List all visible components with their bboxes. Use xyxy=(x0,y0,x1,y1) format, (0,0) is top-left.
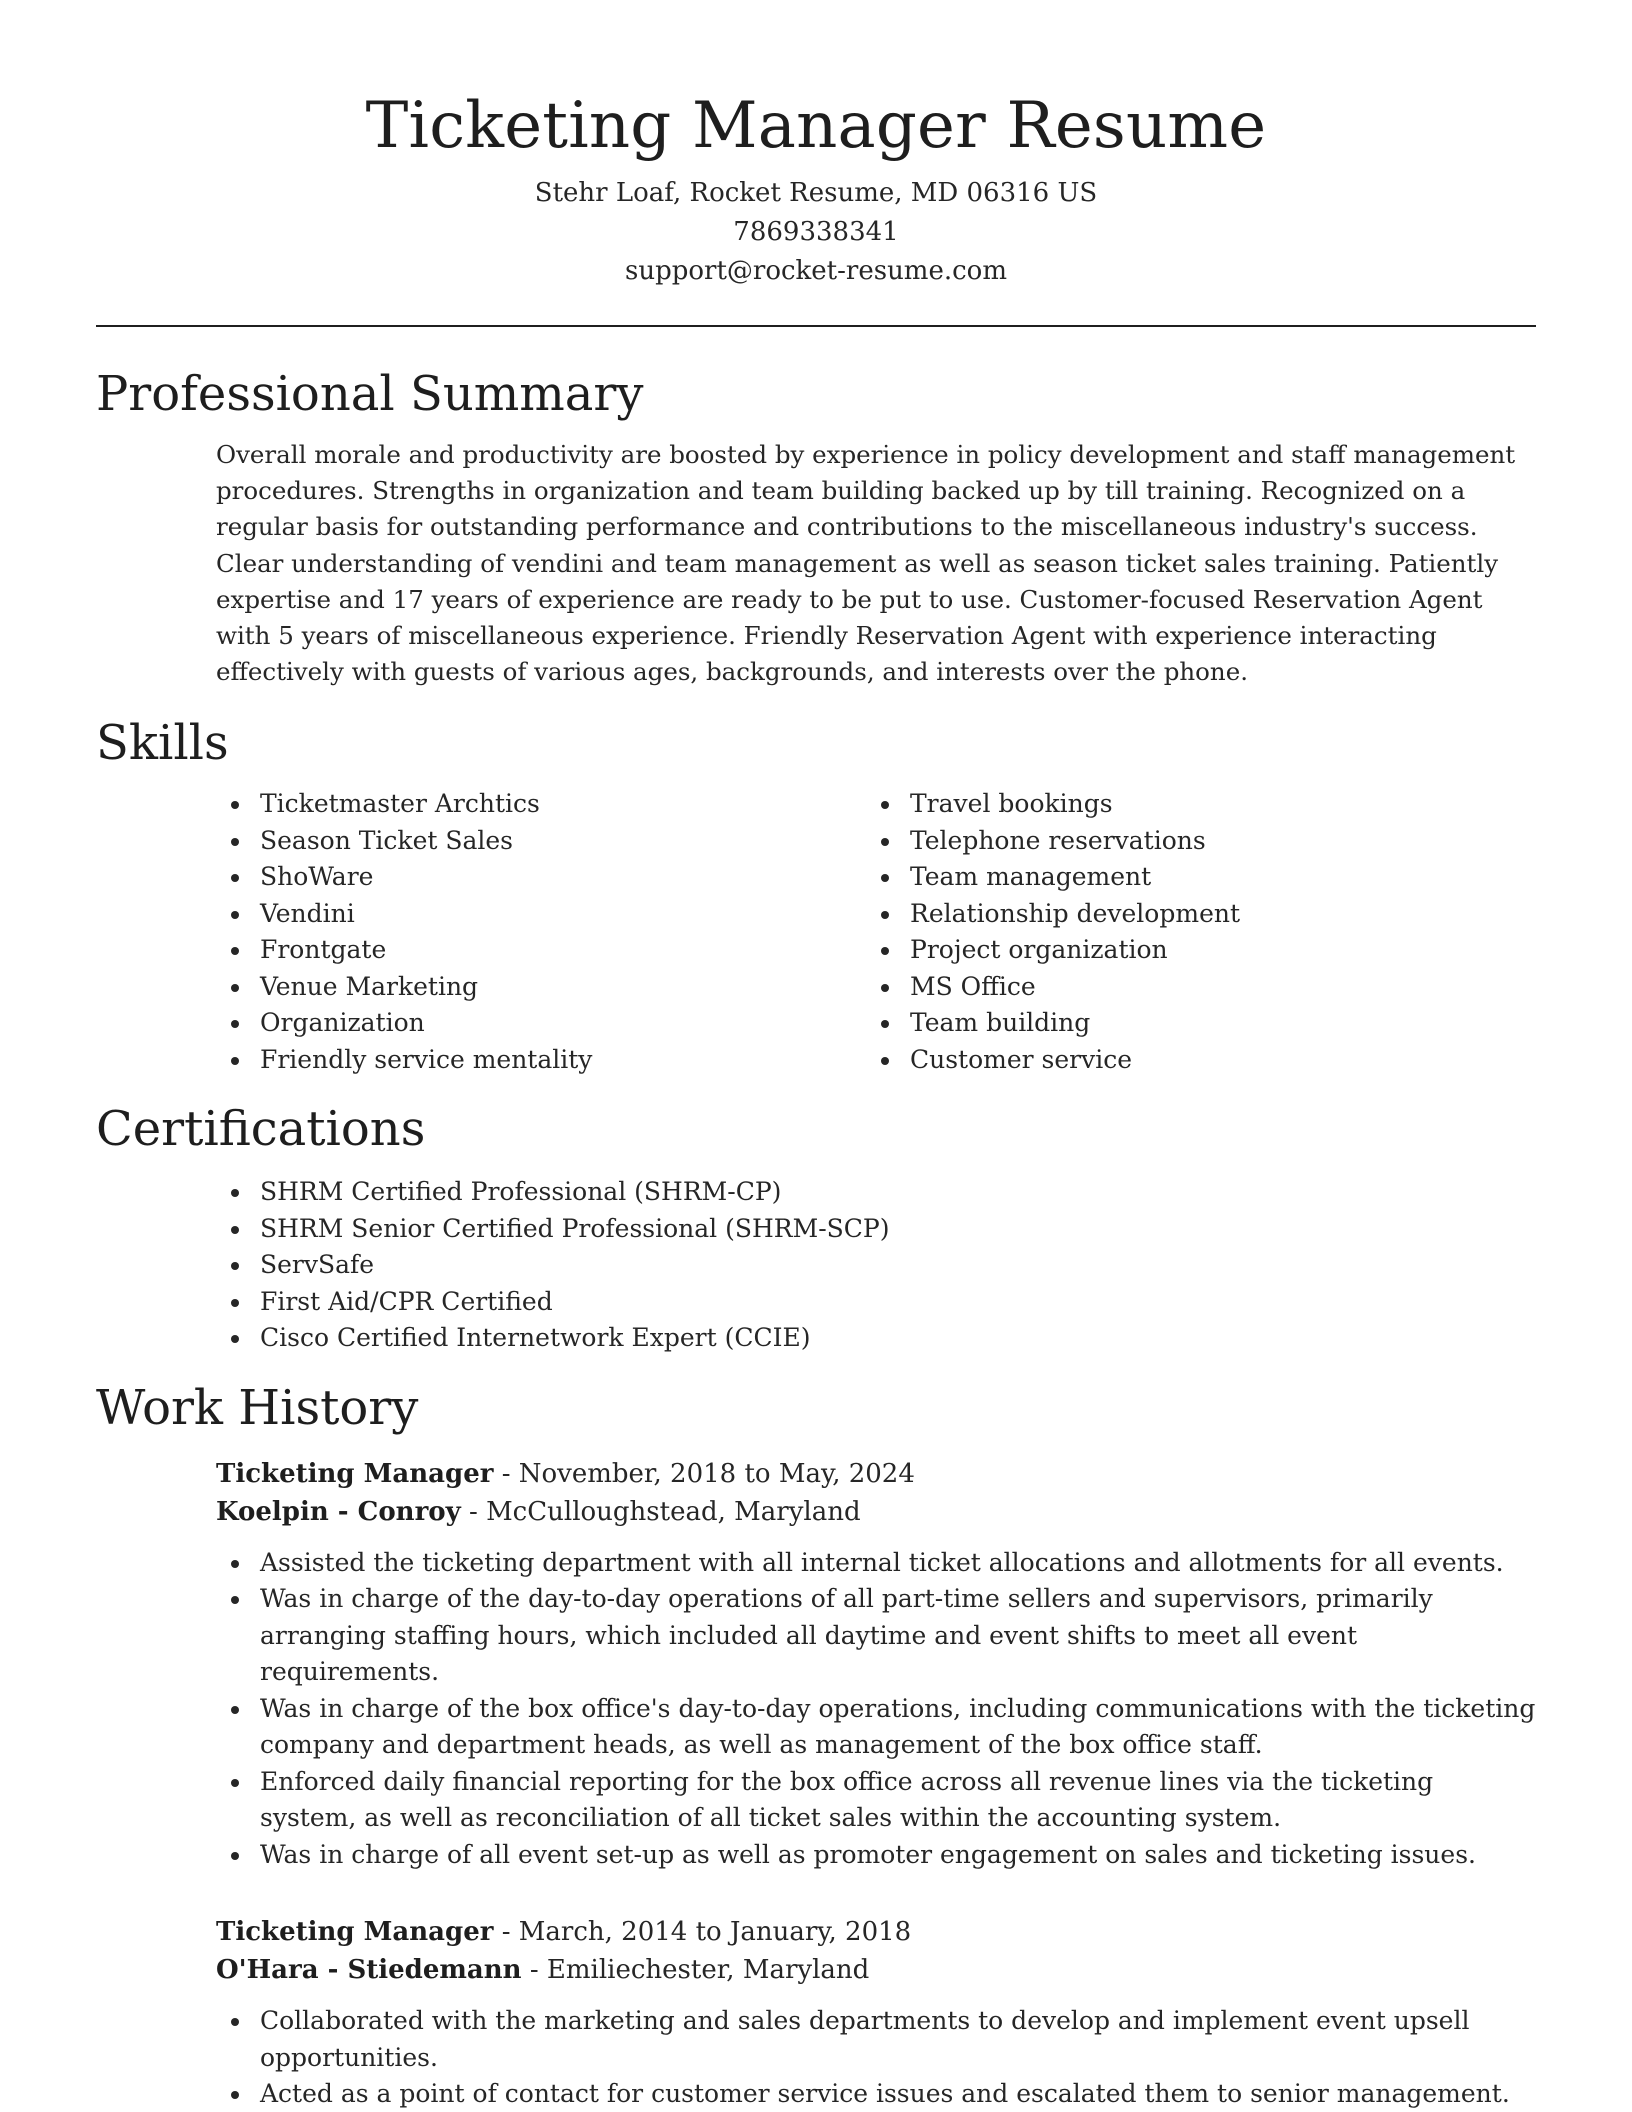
skill-item: Friendly service mentality xyxy=(216,1042,866,1079)
job-duty-item: Collaborated with the marketing and sales departments to develop and implement event upsell opportunities. xyxy=(216,2003,1536,2076)
resume-page xyxy=(96,0,1536,2112)
job-duty-item: Was in charge of the day-to-day operations of all part-time sellers and supervisors, primarily arranging staffing hours, which included all daytime and event shifts to meet all event requirements. xyxy=(216,1581,1536,1691)
certifications-section xyxy=(96,1098,1536,1357)
header-divider xyxy=(96,325,1536,327)
job-duty-item: Assisted the ticketing department with all internal ticket allocations and allotments for all events. xyxy=(216,1545,1536,1582)
job-company-line xyxy=(216,1951,1536,1989)
job-duty-item: Was in charge of all event set-up as well as promoter engagement on sales and ticketing issues. xyxy=(216,1837,1536,1874)
job-separator: - xyxy=(493,1917,519,1948)
resume-title: Ticketing Manager Resume xyxy=(365,89,1267,163)
skill-item: Travel bookings xyxy=(866,786,1516,823)
certification-item: First Aid/CPR Certified xyxy=(216,1284,1536,1321)
contact-email: support@rocket-resume.com xyxy=(624,256,1007,286)
contact-block xyxy=(96,174,1536,291)
job-company: O'Hara - Stiedemann xyxy=(216,1955,522,1986)
skill-item: Vendini xyxy=(216,896,866,933)
professional-summary-section xyxy=(96,363,1536,690)
skills-heading: Skills xyxy=(96,715,229,772)
skill-item: Telephone reservations xyxy=(866,823,1516,860)
skills-columns xyxy=(216,786,1536,1078)
job-title: Ticketing Manager xyxy=(216,1458,494,1489)
skills-section xyxy=(96,712,1536,1078)
job-duties-list xyxy=(216,1545,1536,1874)
certifications-list xyxy=(216,1174,1536,1357)
job-title: Ticketing Manager xyxy=(216,1917,494,1948)
skill-item: Frontgate xyxy=(216,932,866,969)
job-location: Emiliechester, Maryland xyxy=(546,1955,870,1986)
skill-item: Project organization xyxy=(866,932,1516,969)
work-history-heading: Work History xyxy=(96,1379,419,1436)
job-separator: - xyxy=(493,1458,519,1489)
contact-phone: 7869338341 xyxy=(733,217,899,247)
job-entry xyxy=(216,1455,1536,1874)
skills-list-right xyxy=(866,786,1516,1078)
skill-item: Customer service xyxy=(866,1042,1516,1079)
summary-heading: Professional Summary xyxy=(96,366,644,422)
certifications-heading: Certifications xyxy=(96,1101,426,1158)
job-duty-item: Enforced daily financial reporting for the box office across all revenue lines via the ticketing system, as well as reconciliation of all ticket sales within the accounting system. xyxy=(216,1764,1536,1837)
skill-item: Team building xyxy=(866,1005,1516,1042)
job-company-line xyxy=(216,1493,1536,1531)
job-separator: - xyxy=(521,1955,547,1986)
contact-address: Stehr Loaf, Rocket Resume, MD 06316 US xyxy=(534,178,1098,208)
skill-item: Relationship development xyxy=(866,896,1516,933)
skill-item: Venue Marketing xyxy=(216,969,866,1006)
skill-item: MS Office xyxy=(866,969,1516,1006)
skill-item: Organization xyxy=(216,1005,866,1042)
job-separator: - xyxy=(460,1496,487,1527)
work-history-section xyxy=(96,1377,1536,2112)
job-dates: November, 2018 to May, 2024 xyxy=(518,1458,915,1489)
job-title-line xyxy=(216,1913,1536,1951)
certification-item: SHRM Senior Certified Professional (SHRM-SCP) xyxy=(216,1211,1536,1248)
skills-list-left xyxy=(216,786,866,1078)
certification-item: ServSafe xyxy=(216,1247,1536,1284)
resume-header xyxy=(96,0,1536,291)
summary-text: Overall morale and productivity are boosted by experience in policy development and staff management procedures. Strengths in organization and team building backed up by till training. Recognized on a regular basis for outstanding performance and contributions to the miscellaneous industry's success. Clear understanding of vendini and team management as well as season ticket sales training. Patiently expertise and 17 years of experience are ready to be put to use. Customer-focused Reservation Agent with 5 years of miscellaneous experience. Friendly Reservation Agent with experience interacting effectively with guests of various ages, backgrounds, and interests over the phone. xyxy=(216,440,1516,687)
job-title-line xyxy=(216,1455,1536,1493)
job-company: Koelpin - Conroy xyxy=(216,1496,461,1527)
job-entry xyxy=(216,1913,1536,2112)
job-location: McCulloughstead, Maryland xyxy=(486,1496,861,1527)
job-duty-item: Was in charge of the box office's day-to-day operations, including communications with the ticketing company and department heads, as well as management of the box office staff. xyxy=(216,1691,1536,1764)
job-duty-item: Acted as a point of contact for customer service issues and escalated them to senior management. xyxy=(216,2076,1536,2112)
skill-item: Team management xyxy=(866,859,1516,896)
skill-item: Ticketmaster Archtics xyxy=(216,786,866,823)
job-duties-list xyxy=(216,2003,1536,2112)
job-dates: March, 2014 to January, 2018 xyxy=(518,1917,912,1948)
skill-item: Season Ticket Sales xyxy=(216,823,866,860)
skill-item: ShoWare xyxy=(216,859,866,896)
certification-item: SHRM Certified Professional (SHRM-CP) xyxy=(216,1174,1536,1211)
certification-item: Cisco Certified Internetwork Expert (CCIE) xyxy=(216,1320,1536,1357)
